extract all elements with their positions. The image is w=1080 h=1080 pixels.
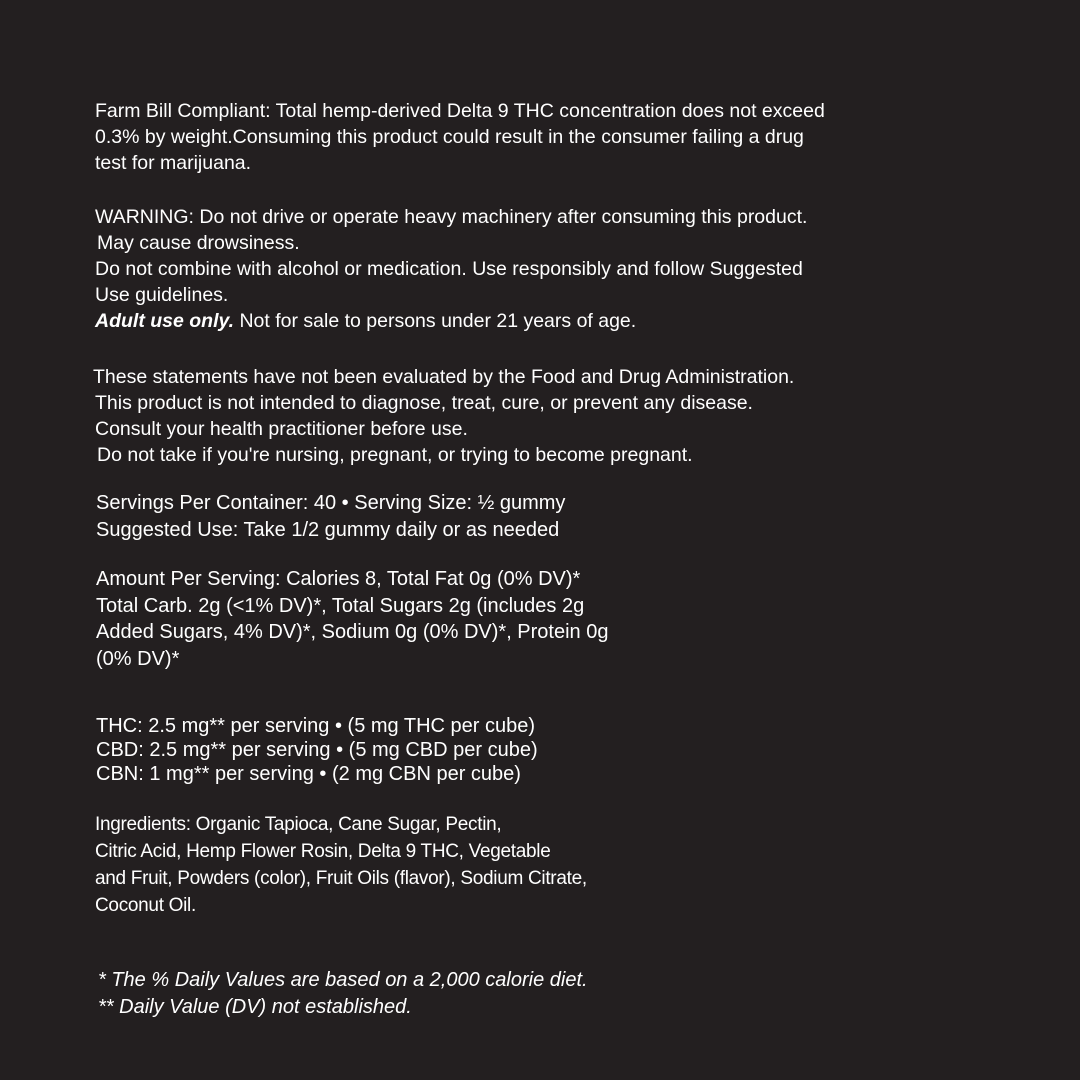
fda-line-4: Do not take if you're nursing, pregnant, or trying to become pregnant. (97, 444, 693, 466)
cbn-line: CBN: 1 mg** per serving • (2 mg CBN per cube) (96, 763, 521, 785)
cbn-label: CBN: (96, 763, 144, 785)
amount-line-2: Total Carb. 2g (<1% DV)*, Total Sugars 2g (includes 2g (96, 594, 585, 617)
servings-section (96, 490, 956, 543)
fda-disclaimer-section (93, 364, 953, 468)
farm-bill-section (95, 98, 955, 176)
farm-bill-line-1: Farm Bill Compliant: Total hemp-derived Delta 9 THC concentration does not exceed (95, 100, 825, 122)
adult-use-label: Adult use only. (95, 310, 235, 332)
adult-use-line: Adult use only. Not for sale to persons under 21 years of age. (95, 310, 637, 332)
fda-line-3: Consult your health practitioner before use. (95, 418, 468, 440)
cbd-line: CBD: 2.5 mg** per serving • (5 mg CBD per cube) (96, 739, 538, 761)
amount-label: Amount Per Serving (96, 568, 275, 590)
amount-per-serving-section (96, 566, 956, 672)
fda-line-2: This product is not intended to diagnose, treat, cure, or prevent any disease. (95, 392, 753, 414)
amount-line-1: Amount Per Serving: Calories 8, Total Fat 0g (0% DV)* (96, 568, 581, 590)
thc-label: THC: (96, 715, 143, 737)
amount-line-4: (0% DV)* (96, 647, 180, 670)
ingredients-line-1: Ingredients: Organic Tapioca, Cane Sugar, Pectin, (95, 814, 502, 835)
suggested-use-label: Suggested Use: (96, 518, 239, 541)
warning-line-4: Use guidelines. (95, 284, 229, 306)
thc-line: THC: 2.5 mg** per serving • (5 mg THC per cube) (96, 715, 536, 737)
amount-line-3: Added Sugars, 4% DV)*, Sodium 0g (0% DV)*, Protein 0g (96, 621, 609, 643)
warning-section (95, 204, 955, 334)
footnote-dv-not-established: ** Daily Value (DV) not established. (98, 996, 412, 1018)
cbd-label: CBD: (96, 739, 144, 761)
footnote-daily-values: * The % Daily Values are based on a 2,000 calorie diet. (98, 969, 588, 991)
servings-line: Servings Per Container: 40 • Serving Size: ½ gummy (96, 492, 566, 514)
ingredients-line-3: and Fruit, Powders (color), Fruit Oils (flavor), Sodium Citrate, (95, 868, 587, 889)
ingredients-line-2: Citric Acid, Hemp Flower Rosin, Delta 9 THC, Vegetable (95, 841, 551, 862)
farm-bill-line-3: test for marijuana. (95, 152, 252, 174)
ingredients-line-4: Coconut Oil. (95, 895, 196, 916)
ingredients-section (95, 811, 955, 919)
footnotes-section (98, 967, 958, 1021)
farm-bill-line-2: 0.3% by weight.Consuming this product could result in the consumer failing a drug (95, 126, 804, 148)
suggested-use-line: Suggested Use: Take 1/2 gummy daily or as needed (96, 518, 560, 541)
cannabinoid-section (96, 714, 956, 786)
fda-line-1: These statements have not been evaluated by the Food and Drug Administration. (93, 366, 795, 388)
warning-line-3: Do not combine with alcohol or medication. Use responsibly and follow Suggested (95, 258, 803, 280)
warning-line-2: May cause drowsiness. (97, 232, 300, 254)
warning-label: WARNING (95, 206, 189, 228)
warning-line-1: WARNING: Do not drive or operate heavy machinery after consuming this product. (95, 206, 808, 228)
farm-bill-label: Farm Bill Compliant: (95, 100, 271, 122)
